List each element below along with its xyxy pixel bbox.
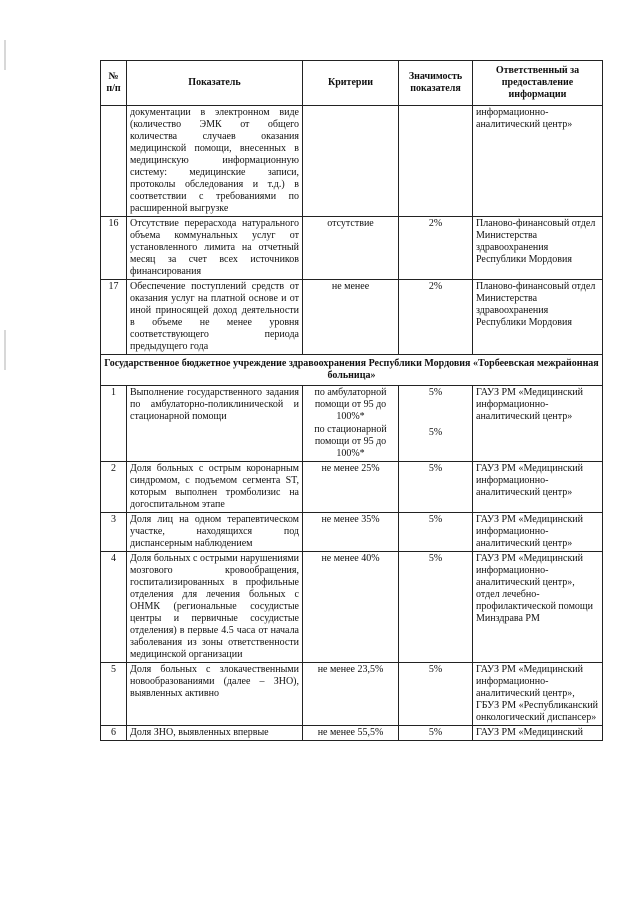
- significance-cell: [399, 386, 473, 462]
- section-title: Государственное бюджетное учреждение здравоохранения Республики Мордовия «Торбеевская межрайонная больница»: [101, 355, 603, 386]
- indicator-cell: Доля лиц на одном терапевтическом участке, находящихся под диспансерным наблюдением: [127, 513, 303, 552]
- criteria-cell: [303, 513, 399, 552]
- criteria-text: не менее 40%: [321, 553, 380, 564]
- criteria-text: отсутствие: [327, 218, 374, 229]
- row-number: 6: [101, 726, 127, 741]
- row-number: [101, 106, 127, 217]
- indicator-cell: Обеспечение поступлений средств от оказания услуг на платной основе и от иной приносящей доход деятельности в объеме не менее уровня соответствующего периода предыдущего года: [127, 280, 303, 355]
- significance-cell: [399, 726, 473, 741]
- indicators-table: [100, 60, 603, 741]
- table-header-row: [101, 61, 603, 106]
- criteria-cell: [303, 386, 399, 462]
- criteria-text: не менее 35%: [321, 514, 380, 525]
- responsible-cell: ГАУЗ РМ «Медицинский информационно-аналитический центр», отдел лечебно-профилактической помощи Минздрава РМ: [473, 552, 603, 663]
- criteria-text: не менее: [331, 281, 370, 292]
- criteria-text: не менее 23,5%: [317, 664, 384, 675]
- table-row: [101, 217, 603, 280]
- significance-cell: [399, 106, 473, 217]
- row-number: 1: [101, 386, 127, 462]
- significance-value: 5%: [428, 727, 443, 738]
- significance-cell: [399, 513, 473, 552]
- significance-value: 5%: [428, 427, 443, 438]
- criteria-cell: [303, 106, 399, 217]
- indicator-cell: Доля больных с острым коронарным синдромом, с подъемом сегмента ST, которым выполнен тромболизис на догоспитальном этапе: [127, 462, 303, 513]
- table-body: [101, 106, 603, 741]
- significance-value: 2%: [428, 218, 443, 229]
- criteria-text: по стационарной помощи от 95 до 100%*: [314, 424, 387, 459]
- indicator-cell: Выполнение государственного задания по амбулаторно-поликлинической и стационарной помощи: [127, 386, 303, 462]
- criteria-cell: [303, 217, 399, 280]
- row-number: 17: [101, 280, 127, 355]
- criteria-cell: [303, 726, 399, 741]
- header-number: № п/п: [101, 61, 127, 106]
- indicator-cell: Доля ЗНО, выявленных впервые: [127, 726, 303, 741]
- section-header-row: [101, 355, 603, 386]
- significance-cell: [399, 217, 473, 280]
- responsible-cell: ГАУЗ РМ «Медицинский: [473, 726, 603, 741]
- criteria-text: не менее 25%: [321, 463, 380, 474]
- significance-value: 2%: [428, 281, 443, 292]
- table-row: [101, 106, 603, 217]
- indicator-cell: Отсутствие перерасхода натурального объема коммунальных услуг от установленного лимита на отчетный месяц за счет всех источников финансирования: [127, 217, 303, 280]
- header-significance: Значимость показателя: [399, 61, 473, 106]
- criteria-cell: [303, 663, 399, 726]
- criteria-cell: [303, 552, 399, 663]
- responsible-cell: Планово-финансовый отдел Министерства здравоохранения Республики Мордовия: [473, 217, 603, 280]
- criteria-cell: [303, 280, 399, 355]
- indicator-cell: документации в электронном виде (количество ЭМК от общего количества случаев оказания медицинской помощи, внесенных в медицинскую информационную систему: медицинские записи, протоколы обследования и т.д.) в соответствии с требованиями по расширенной выгрузке: [127, 106, 303, 217]
- responsible-cell: ГАУЗ РМ «Медицинский информационно-аналитический центр»: [473, 513, 603, 552]
- responsible-cell: ГАУЗ РМ «Медицинский информационно-аналитический центр»: [473, 462, 603, 513]
- significance-cell: [399, 552, 473, 663]
- table-row: [101, 462, 603, 513]
- criteria-text: по амбулаторной помощи от 95 до 100%*: [314, 387, 387, 422]
- significance-value: 5%: [428, 664, 443, 675]
- row-number: 2: [101, 462, 127, 513]
- criteria-text: не менее 55,5%: [317, 727, 384, 738]
- significance-value: 5%: [428, 463, 443, 474]
- row-number: 4: [101, 552, 127, 663]
- responsible-cell: информационно-аналитический центр»: [473, 106, 603, 217]
- scan-margin-mark: [4, 330, 6, 370]
- table-row: [101, 513, 603, 552]
- significance-value: 5%: [428, 514, 443, 525]
- header-responsible: Ответственный за предоставление информации: [473, 61, 603, 106]
- indicator-cell: Доля больных с острыми нарушениями мозгового кровообращения, госпитализированных в профильные отделения для лечения больных с ОНМК (региональные сосудистые центры и первичные сосудистые отделения) в первые 4.5 часа от начала заболевания из зоны ответственности медицинской организации: [127, 552, 303, 663]
- significance-value: 5%: [428, 387, 443, 398]
- indicator-cell: Доля больных с злокачественными новообразованиями (далее – ЗНО), выявленных активно: [127, 663, 303, 726]
- significance-cell: [399, 280, 473, 355]
- document-page: [100, 60, 602, 741]
- responsible-cell: Планово-финансовый отдел Министерства здравоохранения Республики Мордовия: [473, 280, 603, 355]
- table-row: [101, 386, 603, 462]
- table-row: [101, 552, 603, 663]
- header-indicator: Показатель: [127, 61, 303, 106]
- criteria-cell: [303, 462, 399, 513]
- table-row: [101, 726, 603, 741]
- significance-value: 5%: [428, 553, 443, 564]
- table-row: [101, 280, 603, 355]
- significance-cell: [399, 462, 473, 513]
- header-criteria: Критерии: [303, 61, 399, 106]
- significance-cell: [399, 663, 473, 726]
- row-number: 5: [101, 663, 127, 726]
- scan-margin-mark: [4, 40, 6, 70]
- row-number: 16: [101, 217, 127, 280]
- responsible-cell: ГАУЗ РМ «Медицинский информационно-аналитический центр»: [473, 386, 603, 462]
- table-row: [101, 663, 603, 726]
- row-number: 3: [101, 513, 127, 552]
- responsible-cell: ГАУЗ РМ «Медицинский информационно-аналитический центр», ГБУЗ РМ «Республиканский онкологический диспансер»: [473, 663, 603, 726]
